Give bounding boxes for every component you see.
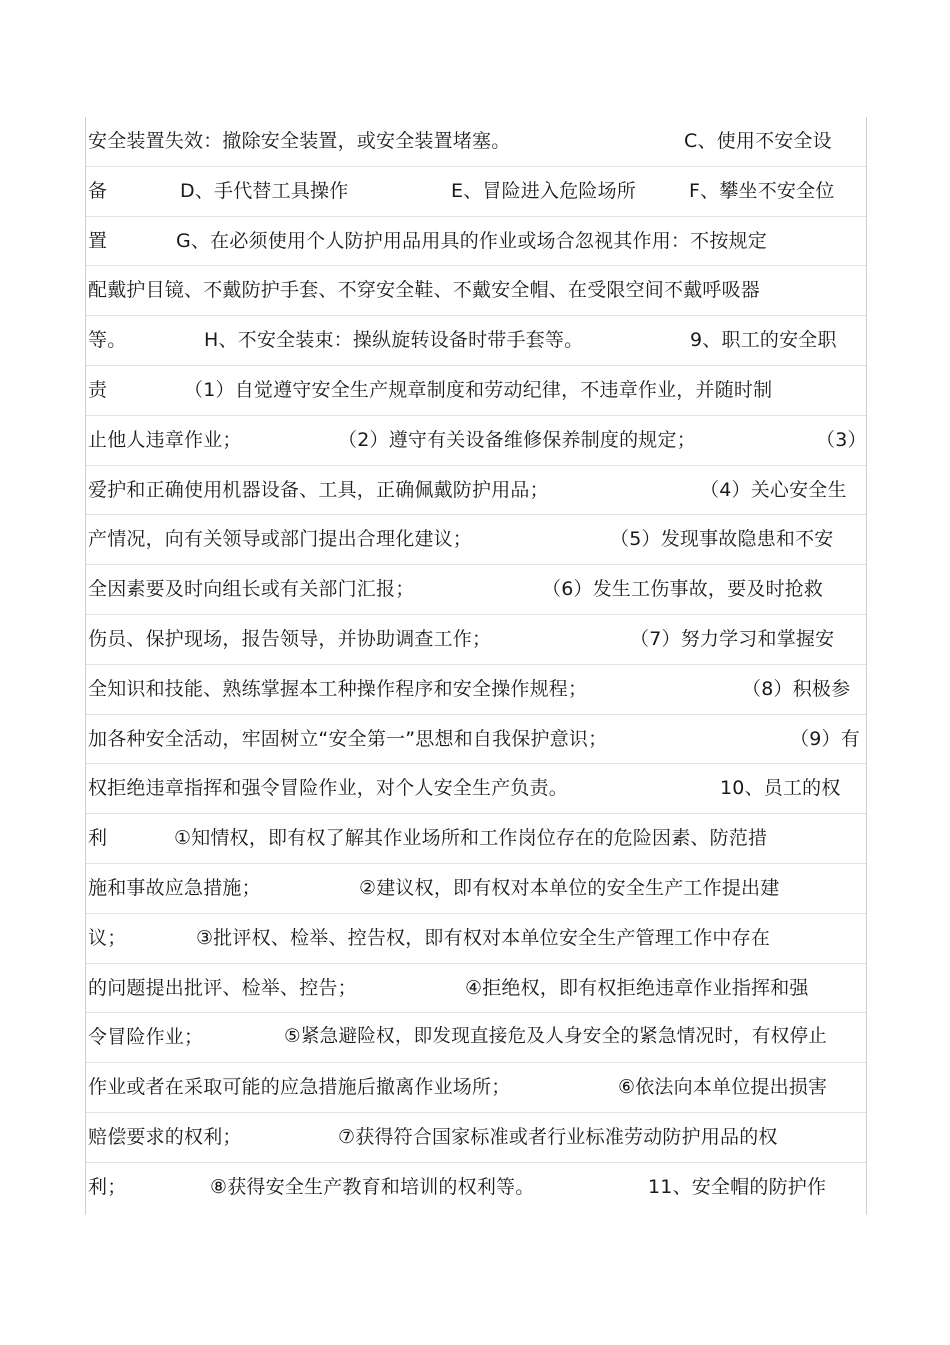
text-segment: 安全装置失效：撤除安全装置，或安全装置堵塞。 (88, 130, 511, 152)
text-line (86, 217, 866, 267)
text-segment: 伤员、保护现场，报告领导，并协助调查工作； (88, 627, 492, 650)
text-segment: 止他人违章作业； (88, 428, 242, 451)
text-line (86, 764, 866, 814)
text-line (86, 1163, 866, 1213)
text-line (86, 515, 866, 565)
text-segment: E、冒险进入危险场所 (451, 179, 637, 202)
text-segment: 议； (88, 926, 127, 949)
text-segment: D、手代替工具操作 (180, 179, 349, 202)
text-segment: 赔偿要求的权利； (88, 1125, 242, 1148)
text-segment: 9、职工的安全职 (690, 329, 837, 352)
text-segment: （7）努力学习和掌握安 (630, 627, 835, 650)
text-segment: C、使用不安全设 (684, 130, 832, 152)
text-segment: ⑦获得符合国家标准或者行业标准劳动防护用品的权 (338, 1125, 778, 1148)
text-segment: ⑥依法向本单位提出损害 (618, 1076, 828, 1099)
text-segment: ⑧获得安全生产教育和培训的权利等。 (210, 1175, 535, 1198)
text-line (86, 466, 866, 516)
text-segment: 置 (88, 229, 108, 252)
text-segment: ③批评权、检举、控告权，即有权对本单位安全生产管理工作中存在 (196, 926, 771, 949)
text-segment: ④拒绝权，即有权拒绝违章作业指挥和强 (465, 976, 809, 999)
text-segment: 等。 (88, 329, 127, 352)
text-line (86, 615, 866, 665)
text-segment: 全知识和技能、熟练掌握本工种操作程序和安全操作规程； (88, 677, 588, 700)
text-segment: ①知情权，即有权了解其作业场所和工作岗位存在的危险因素、防范措 (174, 827, 768, 850)
text-segment: （6）发生工伤事故，要及时抢救 (542, 578, 824, 601)
text-line (86, 167, 866, 217)
text-segment: 施和事故应急措施； (88, 876, 261, 899)
text-segment: （2）遵守有关设备维修保养制度的规定； (338, 428, 696, 451)
text-segment: （1）自觉遵守安全生产规章制度和劳动纪律，不违章作业，并随时制 (184, 378, 773, 401)
text-line (86, 266, 866, 316)
text-segment: 责 (88, 378, 108, 401)
text-segment: H、不安全装束：操纵旋转设备时带手套等。 (204, 329, 584, 352)
text-segment: F、攀坐不安全位 (689, 179, 835, 202)
text-segment: 利； (88, 1175, 127, 1198)
text-line (86, 1063, 866, 1113)
text-segment: （8）积极参 (742, 677, 851, 700)
text-segment: （5）发现事故隐患和不安 (610, 528, 834, 551)
text-body (85, 117, 867, 1215)
text-line (86, 416, 866, 466)
text-segment: （3） (816, 428, 867, 451)
text-segment: 的问题提出批评、检举、控告； (88, 976, 357, 999)
text-line (86, 1113, 866, 1163)
text-segment: 全因素要及时向组长或有关部门汇报； (88, 578, 415, 601)
text-segment: 加各种安全活动，牢固树立“安全第一”思想和自我保护意识； (88, 727, 608, 750)
text-segment: 配戴护目镜、不戴防护手套、不穿安全鞋、不戴安全帽、在受限空间不戴呼吸器 (88, 279, 761, 302)
text-line (86, 117, 866, 167)
text-segment: 11、安全帽的防护作 (648, 1175, 827, 1198)
text-segment: 权拒绝违章指挥和强令冒险作业，对个人安全生产负责。 (88, 777, 569, 800)
text-line (86, 316, 866, 366)
text-line (86, 1013, 866, 1063)
text-segment: ②建议权，即有权对本单位的安全生产工作提出建 (359, 876, 780, 899)
text-segment: （4）关心安全生 (700, 478, 847, 501)
text-segment: 产情况，向有关领导或部门提出合理化建议； (88, 528, 473, 551)
text-segment: 令冒险作业； (88, 1026, 204, 1049)
text-segment: 利 (88, 827, 108, 850)
text-segment: ⑤紧急避险权，即发现直接危及人身安全的紧急情况时，有权停止 (284, 1026, 828, 1048)
text-line (86, 914, 866, 964)
text-segment: 爱护和正确使用机器设备、工具，正确佩戴防护用品； (88, 478, 549, 501)
text-line (86, 814, 866, 864)
text-line (86, 565, 866, 615)
text-segment: （9）有 (790, 727, 860, 750)
text-line (86, 964, 866, 1014)
text-line (86, 864, 866, 914)
text-segment: 作业或者在采取可能的应急措施后撤离作业场所； (88, 1076, 511, 1099)
text-segment: 10、员工的权 (720, 777, 841, 800)
text-line (86, 665, 866, 715)
text-segment: G、在必须使用个人防护用品用具的作业或场合忽视其作用：不按规定 (176, 229, 767, 252)
text-segment: 备 (88, 179, 108, 202)
text-line (86, 366, 866, 416)
text-line (86, 715, 866, 765)
